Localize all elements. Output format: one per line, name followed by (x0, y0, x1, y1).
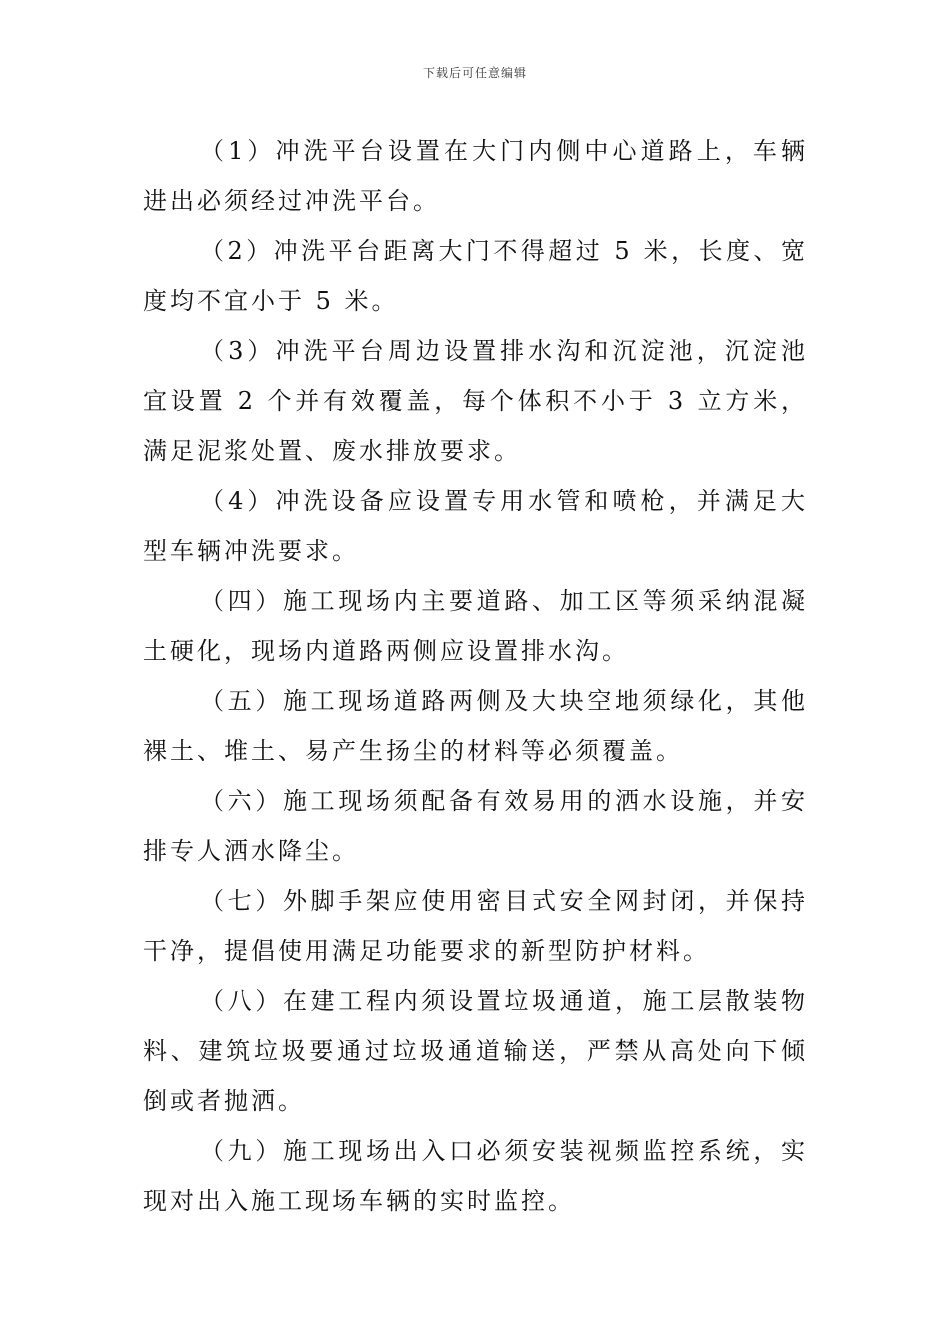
document-body (143, 126, 808, 1226)
paragraph-washing-equipment: （4）冲洗设备应设置专用水管和喷枪，并满足大型车辆冲洗要求。 (143, 487, 808, 565)
paragraph-garbage-channel: （八）在建工程内须设置垃圾通道，施工层散装物料、建筑垃圾要通过垃圾通道输送，严禁从高处向下倾倒或者抛洒。 (143, 987, 808, 1115)
header-note: 下载后可任意编辑 (422, 66, 527, 80)
paragraph-washing-platform-location: （1）冲洗平台设置在大门内侧中心道路上，车辆进出必须经过冲洗平台。 (143, 137, 808, 215)
paragraph-drainage-sedimentation: （3）冲洗平台周边设置排水沟和沉淀池，沉淀池宜设置 2 个并有效覆盖，每个体积不小于 3 立方米，满足泥浆处置、废水排放要求。 (143, 337, 808, 465)
paragraph-safety-net: （七）外脚手架应使用密目式安全网封闭，并保持干净，提倡使用满足功能要求的新型防护材料。 (143, 887, 808, 965)
paragraph-road-hardening: （四）施工现场内主要道路、加工区等须采纳混凝土硬化，现场内道路两侧应设置排水沟。 (143, 587, 808, 665)
paragraph-greening-covering: （五）施工现场道路两侧及大块空地须绿化，其他裸土、堆土、易产生扬尘的材料等必须覆盖。 (143, 687, 808, 765)
paragraph-sprinkling: （六）施工现场须配备有效易用的洒水设施，并安排专人洒水降尘。 (143, 787, 808, 865)
paragraph-washing-platform-distance: （2）冲洗平台距离大门不得超过 5 米，长度、宽度均不宜小于 5 米。 (143, 237, 808, 315)
paragraph-video-monitoring: （九）施工现场出入口必须安装视频监控系统，实现对出入施工现场车辆的实时监控。 (143, 1137, 808, 1215)
